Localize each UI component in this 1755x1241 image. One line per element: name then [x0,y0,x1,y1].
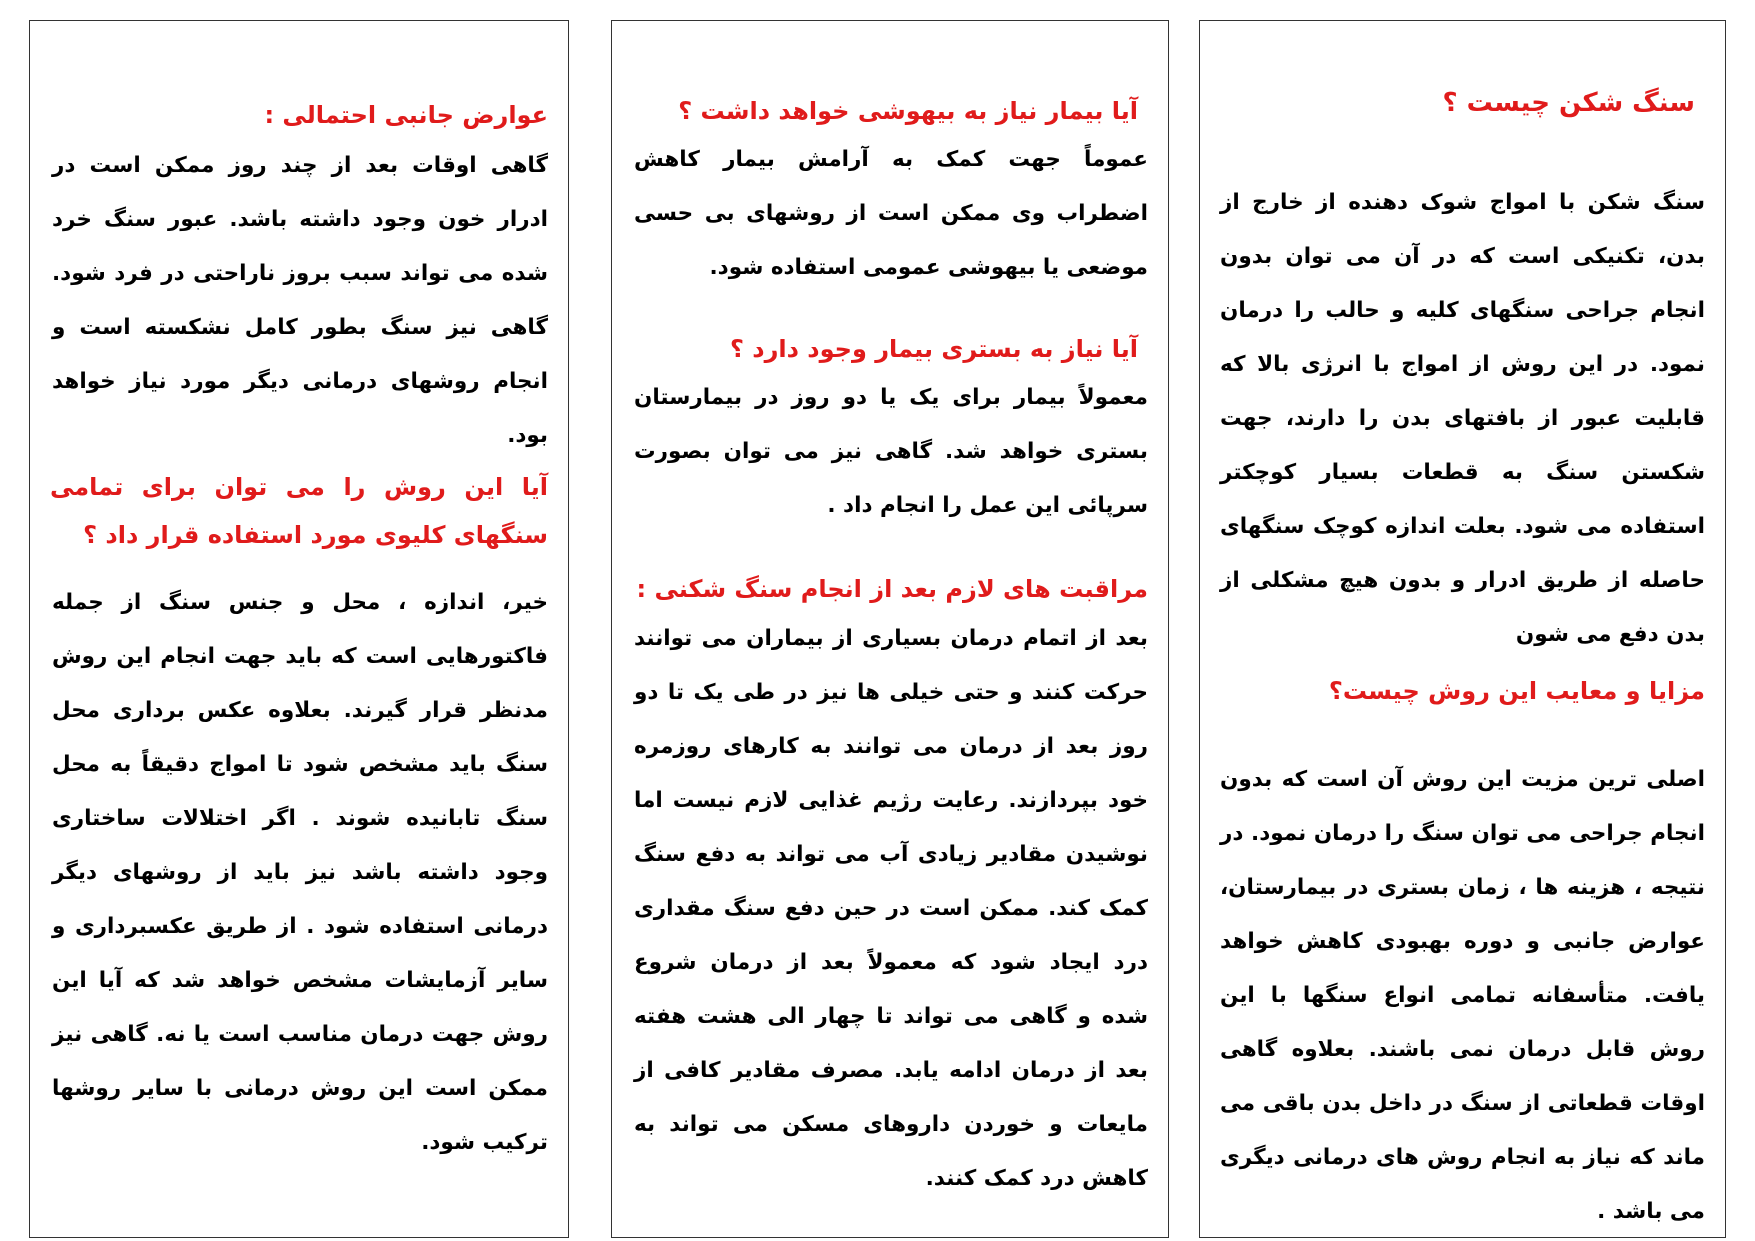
pros-cons-heading: مزایا و معایب این روش چیست؟ [1328,677,1705,705]
hospitalization-heading: آیا نیاز به بستری بیمار وجود دارد ؟ [730,335,1138,363]
what-is-lithotripsy-heading: سنگ شکن چیست ؟ [1442,88,1695,118]
panel-right [1199,20,1726,1238]
applicability-heading: آیا این روش را می توان برای تمامی سنگهای کلیوی مورد استفاده قرار داد ؟ [50,473,548,549]
side-effects-paragraph: گاهی اوقات بعد از چند روز ممکن است در ادرار خون وجود داشته باشد. عبور سنگ خرد شده می تواند سبب بروز ناراحتی در فرد شود. گاهی نیز سنگ بطور کامل نشکسته است و انجام روشهای درمانی دیگر مورد نیاز خواهد بود. [52,153,548,448]
hospitalization-paragraph: معمولاً بیمار برای یک یا دو روز در بیمارستان بستری خواهد شد. گاهی نیز می توان بصورت سرپائی این عمل را انجام داد . [634,385,1148,518]
what-is-lithotripsy-paragraph: سنگ شکن با امواج شوک دهنده از خارج از بدن، تکنیکی است که در آن می توان بدون انجام جراحی سنگهای کلیه و حالب را درمان نمود. در این روش از امواج با انرژی بالا که قابلیت عبور از بافتهای بدن را دارند، جهت شکستن سنگ به قطعات بسیار کوچکتر استفاده می شود. بعلت اندازه کوچک سنگهای حاصله از طریق ادرار و بدون هیچ مشکلی از بدن دفع می شون [1220,190,1705,647]
panel-middle [611,20,1169,1238]
applicability-paragraph: خیر، اندازه ، محل و جنس سنگ از جمله فاکتورهایی است که باید جهت انجام این روش مدنظر قرار گیرند. بعلاوه عکس برداری محل سنگ باید مشخص شود تا امواج دقیقاً به محل سنگ تابانیده شوند . اگر اختلالات ساختاری وجود داشته باشد نیز باید از روشهای دیگر درمانی استفاده شود . از طریق عکسبرداری و سایر آزمایشات مشخص خواهد شد که آیا این روش جهت درمان مناسب است یا نه. گاهی نیز ممکن است این روش درمانی با سایر روشها ترکیب شود. [52,590,548,1155]
panel-left [29,20,569,1238]
aftercare-paragraph: بعد از اتمام درمان بسیاری از بیماران می توانند حرکت کنند و حتی خیلی ها نیز در طی یک تا دو روز بعد از درمان می توانند به کارهای روزمره خود بپردازند. رعایت رژیم غذایی لازم نیست اما نوشیدن مقادیر زیادی آب می تواند به دفع سنگ کمک کند. ممکن است در حین دفع سنگ مقداری درد ایجاد شود که معمولاً بعد از درمان شروع شده و گاهی می تواند تا چهار الی هشت هفته بعد از درمان ادامه یابد. مصرف مقادیر کافی از مایعات و خوردن داروهای مسکن می تواند به کاهش درد کمک کنند. [634,626,1148,1191]
anesthesia-paragraph: عموماً جهت کمک به آرامش بیمار کاهش اضطراب وی ممکن است از روشهای بی حسی موضعی یا بیهوشی عمومی استفاده شود. [634,147,1148,280]
pros-cons-paragraph: اصلی ترین مزیت این روش آن است که بدون انجام جراحی می توان سنگ را درمان نمود. در نتیجه ، هزینه ها ، زمان بستری در بیمارستان، عوارض جانبی و دوره بهبودی کاهش خواهد یافت. متأسفانه تمامی انواع سنگها با این روش قابل درمان نمی باشند. بعلاوه گاهی اوقات قطعاتی از سنگ در داخل بدن باقی می ماند که نیاز به انجام روش های درمانی دیگری می باشد . [1220,767,1705,1224]
anesthesia-heading: آیا بیمار نیاز به بیهوشی خواهد داشت ؟ [678,97,1138,125]
side-effects-heading: عوارض جانبی احتمالی : [264,101,548,129]
aftercare-heading: مراقبت های لازم بعد از انجام سنگ شکنی : [636,575,1148,603]
